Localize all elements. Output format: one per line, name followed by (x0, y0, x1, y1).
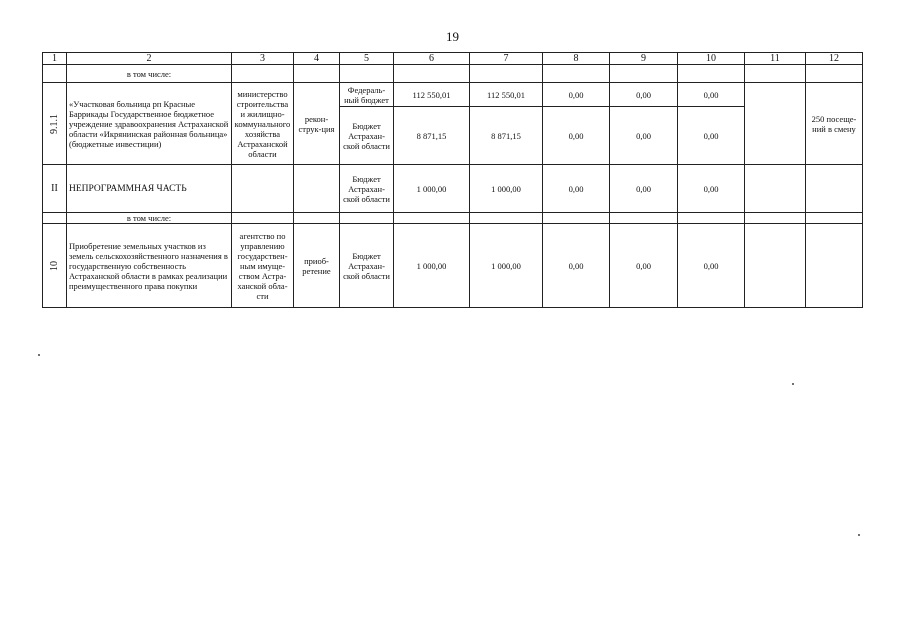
scan-speck (38, 354, 40, 356)
col-header-1: 1 (43, 53, 67, 65)
col-header-11: 11 (745, 53, 806, 65)
table-row (43, 65, 863, 83)
page-number: 19 (446, 29, 459, 44)
section-title: НЕПРОГРАММНАЯ ЧАСТЬ (67, 165, 232, 213)
value-cell: 0,00 (678, 107, 745, 165)
value-cell: 1 000,00 (394, 165, 470, 213)
executor: министерство строительства и жилищно-коммунального хозяйства Астраханской области (232, 83, 294, 165)
object-name: «Участковая больница рп Красные Баррикады Государственное бюджетное учреждение здравоохранения Астраханской области «Икрянинская районная больница» (бюджетные инвестиции) (67, 83, 232, 165)
including-label: в том числе: (67, 65, 232, 83)
scan-speck (792, 383, 794, 385)
row-number: 9.1.1 (48, 114, 60, 134)
value-cell: 0,00 (678, 165, 745, 213)
scan-speck (858, 534, 860, 536)
col-header-9: 9 (610, 53, 678, 65)
column-header-row (43, 53, 863, 65)
value-cell: 0,00 (543, 224, 610, 308)
value-cell: 0,00 (678, 224, 745, 308)
value-cell: 0,00 (610, 165, 678, 213)
value-cell: 0,00 (543, 165, 610, 213)
funding-source: Федераль-ный бюджет (340, 83, 394, 107)
col-header-3: 3 (232, 53, 294, 65)
value-cell: 8 871,15 (394, 107, 470, 165)
work-type: приоб-ретение (294, 224, 340, 308)
work-type: рекон-струк-ция (294, 83, 340, 165)
col-header-12: 12 (806, 53, 863, 65)
table-row (43, 165, 863, 213)
col-header-10: 10 (678, 53, 745, 65)
funding-source: Бюджет Астрахан-ской области (340, 107, 394, 165)
table-row (43, 224, 863, 308)
col-header-8: 8 (543, 53, 610, 65)
value-cell: 0,00 (678, 83, 745, 107)
col-header-7: 7 (470, 53, 543, 65)
value-cell: 0,00 (610, 107, 678, 165)
budget-table (42, 52, 863, 308)
funding-source: Бюджет Астрахан-ской области (340, 165, 394, 213)
value-cell: 1 000,00 (394, 224, 470, 308)
value-cell: 1 000,00 (470, 224, 543, 308)
col-header-4: 4 (294, 53, 340, 65)
value-cell: 0,00 (610, 83, 678, 107)
value-cell: 1 000,00 (470, 165, 543, 213)
value-cell: 112 550,01 (470, 83, 543, 107)
value-cell: 112 550,01 (394, 83, 470, 107)
executor: агентство по управлению государствен-ным имуще-ством Астра-ханской обла-сти (232, 224, 294, 308)
value-cell: 0,00 (543, 107, 610, 165)
funding-source: Бюджет Астрахан-ской области (340, 224, 394, 308)
object-name: Приобретение земельных участков из земель сельскохозяйственного назначения в государственную собственность Астраханской области в рамках реализации преимущественного права покупки (67, 224, 232, 308)
col-header-2: 2 (67, 53, 232, 65)
table-row (43, 83, 863, 107)
including-label: в том числе: (67, 213, 232, 224)
value-cell: 0,00 (610, 224, 678, 308)
col-header-5: 5 (340, 53, 394, 65)
row-number: II (43, 165, 67, 213)
result-indicator: 250 посеще-ний в смену (806, 83, 863, 165)
table-row (43, 213, 863, 224)
value-cell: 0,00 (543, 83, 610, 107)
value-cell: 8 871,15 (470, 107, 543, 165)
row-number: 10 (48, 261, 60, 271)
col-header-6: 6 (394, 53, 470, 65)
